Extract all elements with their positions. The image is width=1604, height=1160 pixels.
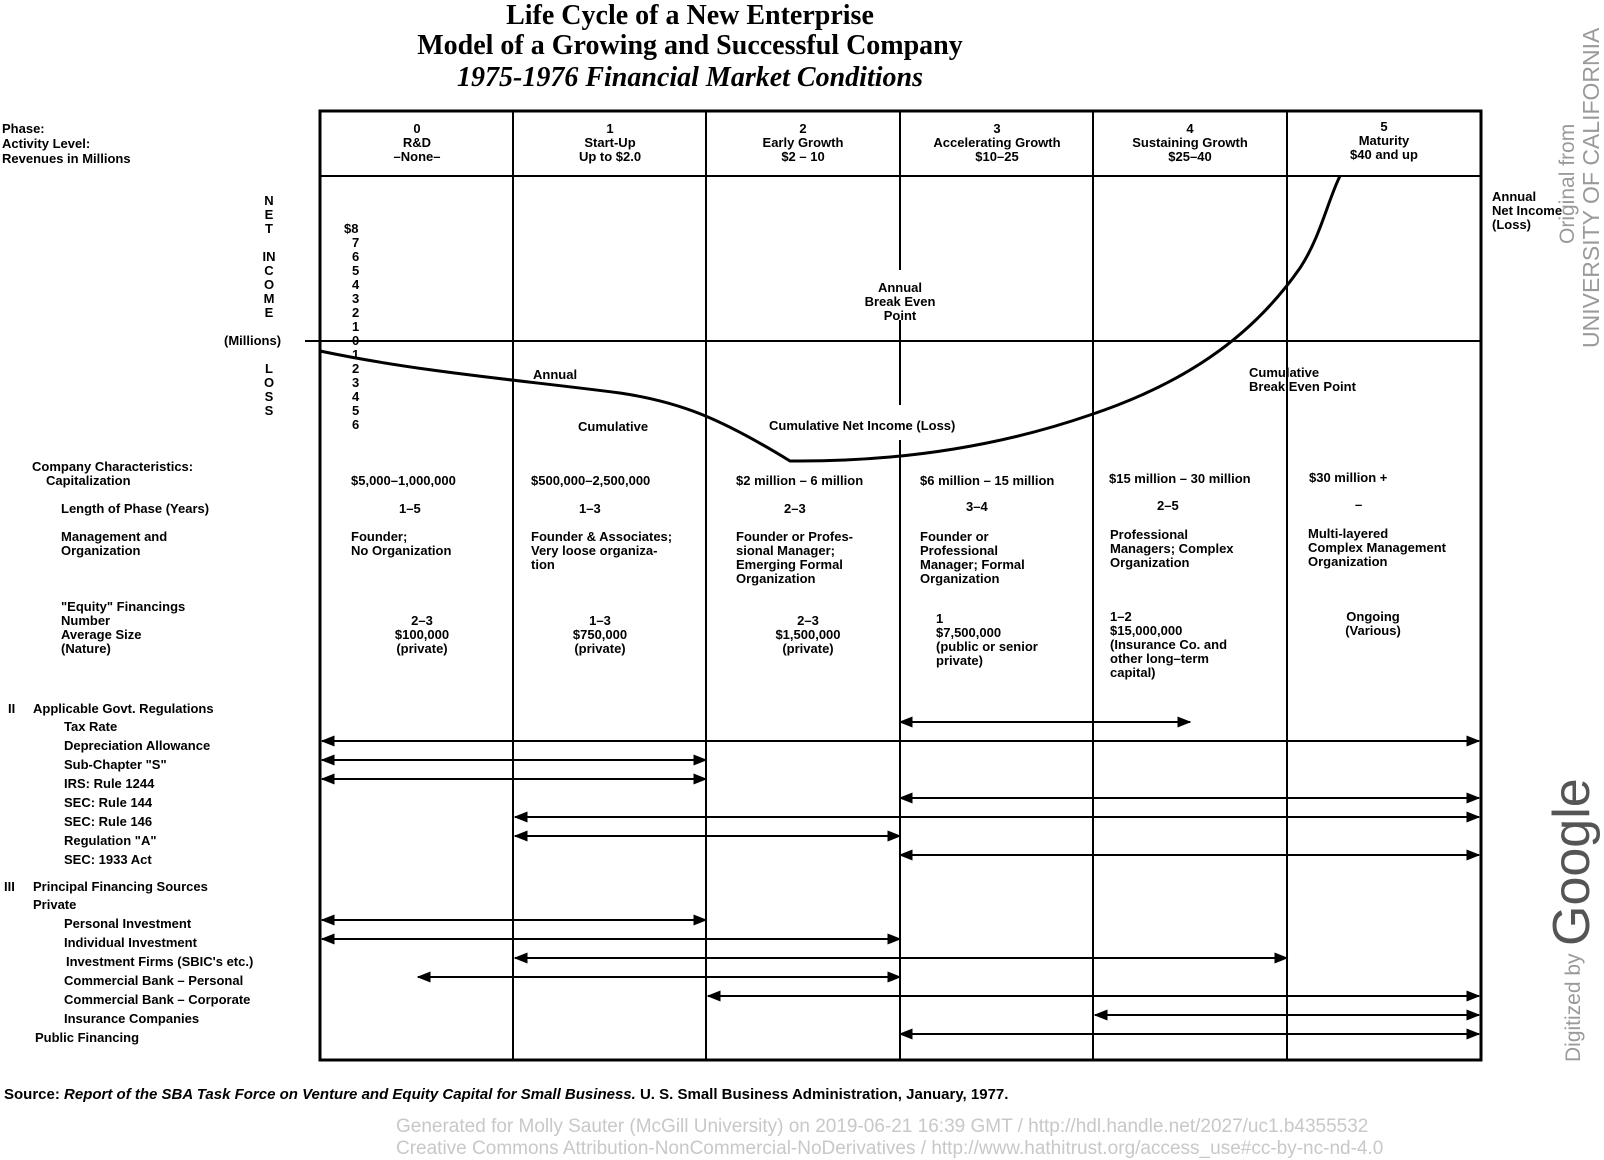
- title-line-2: Model of a Growing and Successful Company: [417, 30, 963, 61]
- regulation-item: Sub-Chapter "S": [64, 757, 167, 772]
- financing-item: Investment Firms (SBIC's etc.): [66, 954, 254, 969]
- tick: $8: [344, 221, 359, 236]
- financing-item: Personal Investment: [64, 916, 192, 931]
- header-label-revenues: Revenues in Millions: [2, 151, 131, 166]
- tick: 1: [352, 347, 360, 362]
- title-line-3: 1975-1976 Financial Market Conditions: [457, 62, 923, 93]
- phase-header-3: 3 Accelerating Growth $10–25: [933, 121, 1061, 164]
- tick: 6: [352, 249, 360, 264]
- equity-phase-3: 1 $7,500,000 (public or senior private): [936, 611, 1038, 668]
- tick: 1: [352, 319, 360, 334]
- management-phase-1: Founder & Associates; Very loose organiza- tion: [531, 529, 673, 572]
- header-label-phase: Phase:: [2, 121, 45, 136]
- title-line-1: Life Cycle of a New Enterprise: [506, 0, 874, 31]
- management-phase-0: Founder; No Organization: [351, 529, 452, 558]
- capitalization-phase-5: $30 million +: [1309, 470, 1388, 485]
- financing-public-label: Public Financing: [35, 1030, 140, 1045]
- label-cumulative-net-income: Cumulative Net Income (Loss): [769, 418, 956, 433]
- equity-phase-1: 1–3 $750,000 (private): [572, 613, 628, 656]
- regulation-item: SEC: Rule 144: [64, 795, 153, 810]
- source-prefix: Source:: [4, 1086, 60, 1103]
- axis-loss-letters: LOSS: [263, 361, 275, 418]
- capitalization-phase-0: $5,000–1,000,000: [351, 473, 456, 488]
- watermark-university: UNIVERSITY OF CALIFORNIA: [1578, 27, 1604, 348]
- financing-item: Insurance Companies: [64, 1011, 200, 1026]
- management-phase-4: Professional Managers; Complex Organization: [1110, 527, 1234, 570]
- capitalization-phase-4: $15 million – 30 million: [1109, 471, 1251, 486]
- tick: 4: [352, 389, 360, 404]
- tick: 7: [352, 235, 360, 250]
- phase-header-2: 2 Early Growth $2 – 10: [762, 121, 844, 164]
- phase-header-1: 1 Start-Up Up to $2.0: [578, 121, 642, 164]
- length-phase-1: 1–3: [579, 501, 601, 516]
- tick: 2: [352, 305, 360, 320]
- label-cumulative-break-even: Cumulative Break Even Point: [1249, 365, 1356, 394]
- axis-income-letters: INCOME: [262, 249, 276, 320]
- phase-header-0: 0 R&D –None–: [393, 121, 441, 164]
- tick: 6: [352, 417, 360, 432]
- financing-private-label: Private: [33, 897, 77, 912]
- tick: 2: [352, 361, 360, 376]
- tick: 4: [352, 277, 360, 292]
- length-phase-5: –: [1355, 497, 1363, 512]
- regulation-item: Tax Rate: [64, 719, 118, 734]
- regulations-header: Applicable Govt. Regulations: [33, 701, 214, 716]
- watermark-digitized-by: Digitized by: [1562, 953, 1585, 1062]
- management-phase-2: Founder or Profes- sional Manager; Emerging Formal Organization: [736, 529, 854, 586]
- watermark-original-from: Original from: [1556, 123, 1579, 244]
- capitalization-phase-2: $2 million – 6 million: [736, 473, 864, 488]
- phase-header-4: 4 Sustaining Growth $25–40: [1132, 121, 1248, 164]
- equity-phase-4: 1–2 $15,000,000 (Insurance Co. and other long–term capital): [1110, 609, 1228, 680]
- financing-item: Commercial Bank – Corporate: [64, 992, 251, 1007]
- axis-millions: (Millions): [224, 333, 282, 348]
- length-phase-3: 3–4: [966, 499, 988, 514]
- regulation-item: SEC: 1933 Act: [64, 852, 152, 867]
- header-label-activity: Activity Level:: [2, 136, 91, 151]
- capitalization-phase-3: $6 million – 15 million: [920, 473, 1055, 488]
- tick: 5: [352, 263, 360, 278]
- length-phase-4: 2–5: [1157, 498, 1179, 513]
- management-label: Management and Organization: [61, 529, 168, 558]
- source-title: Report of the SBA Task Force on Venture and Equity Capital for Small Business.: [64, 1086, 636, 1103]
- length-label: Length of Phase (Years): [61, 501, 210, 516]
- label-annual: Annual: [533, 367, 578, 382]
- google-logo: Google: [1543, 778, 1601, 946]
- tick: 0: [352, 333, 360, 348]
- equity-phase-2: 2–3 $1,500,000 (private): [775, 613, 841, 656]
- financing-header: Principal Financing Sources: [33, 879, 208, 894]
- capitalization-label: Capitalization: [46, 473, 131, 488]
- regulations-numeral: II: [8, 701, 16, 716]
- watermark-generated: Generated for Molly Sauter (McGill University) on 2019-06-21 16:39 GMT / http://hdl.handle.net/2027/uc1.b4355532: [396, 1116, 1369, 1137]
- regulation-item: Regulation "A": [64, 833, 157, 848]
- tick: 5: [352, 403, 360, 418]
- source-rest: U. S. Small Business Administration, January, 1977.: [639, 1086, 1009, 1103]
- management-phase-5: Multi-layered Complex Management Organization: [1308, 526, 1446, 569]
- equity-phase-5: Ongoing (Various): [1345, 609, 1401, 638]
- label-annual-break-even: Annual Break Even Point: [864, 280, 936, 323]
- equity-phase-0: 2–3 $100,000 (private): [394, 613, 450, 656]
- label-annual-net-income: Annual Net Income (Loss): [1492, 189, 1563, 232]
- equity-labels: "Equity" Financings Number Average Size (Nature): [61, 599, 186, 656]
- income-axis-ticks: [344, 222, 359, 432]
- axis-net-letters: NET: [264, 193, 274, 236]
- length-phase-0: 1–5: [399, 501, 421, 516]
- tick: 3: [352, 375, 360, 390]
- label-cumulative: Cumulative: [578, 419, 649, 434]
- source-citation: [4, 1086, 1008, 1103]
- financing-item: Commercial Bank – Personal: [64, 973, 244, 988]
- length-phase-2: 2–3: [784, 501, 806, 516]
- tick: 3: [352, 291, 360, 306]
- management-phase-3: Founder or Professional Manager; Formal Organization: [920, 529, 1025, 586]
- characteristics-header: Company Characteristics:: [32, 459, 194, 474]
- watermark-license: Creative Commons Attribution-NonCommercial-NoDerivatives / http://www.hathitrust.org/access_use#cc-by-nc-nd-4.0: [396, 1138, 1384, 1159]
- financing-numeral: III: [4, 879, 15, 894]
- regulation-item: Depreciation Allowance: [64, 738, 211, 753]
- capitalization-phase-1: $500,000–2,500,000: [531, 473, 651, 488]
- regulation-item: IRS: Rule 1244: [64, 776, 155, 791]
- financing-item: Individual Investment: [64, 935, 197, 950]
- phase-header-5: 5 Maturity $40 and up: [1350, 119, 1418, 162]
- regulation-item: SEC: Rule 146: [64, 814, 153, 829]
